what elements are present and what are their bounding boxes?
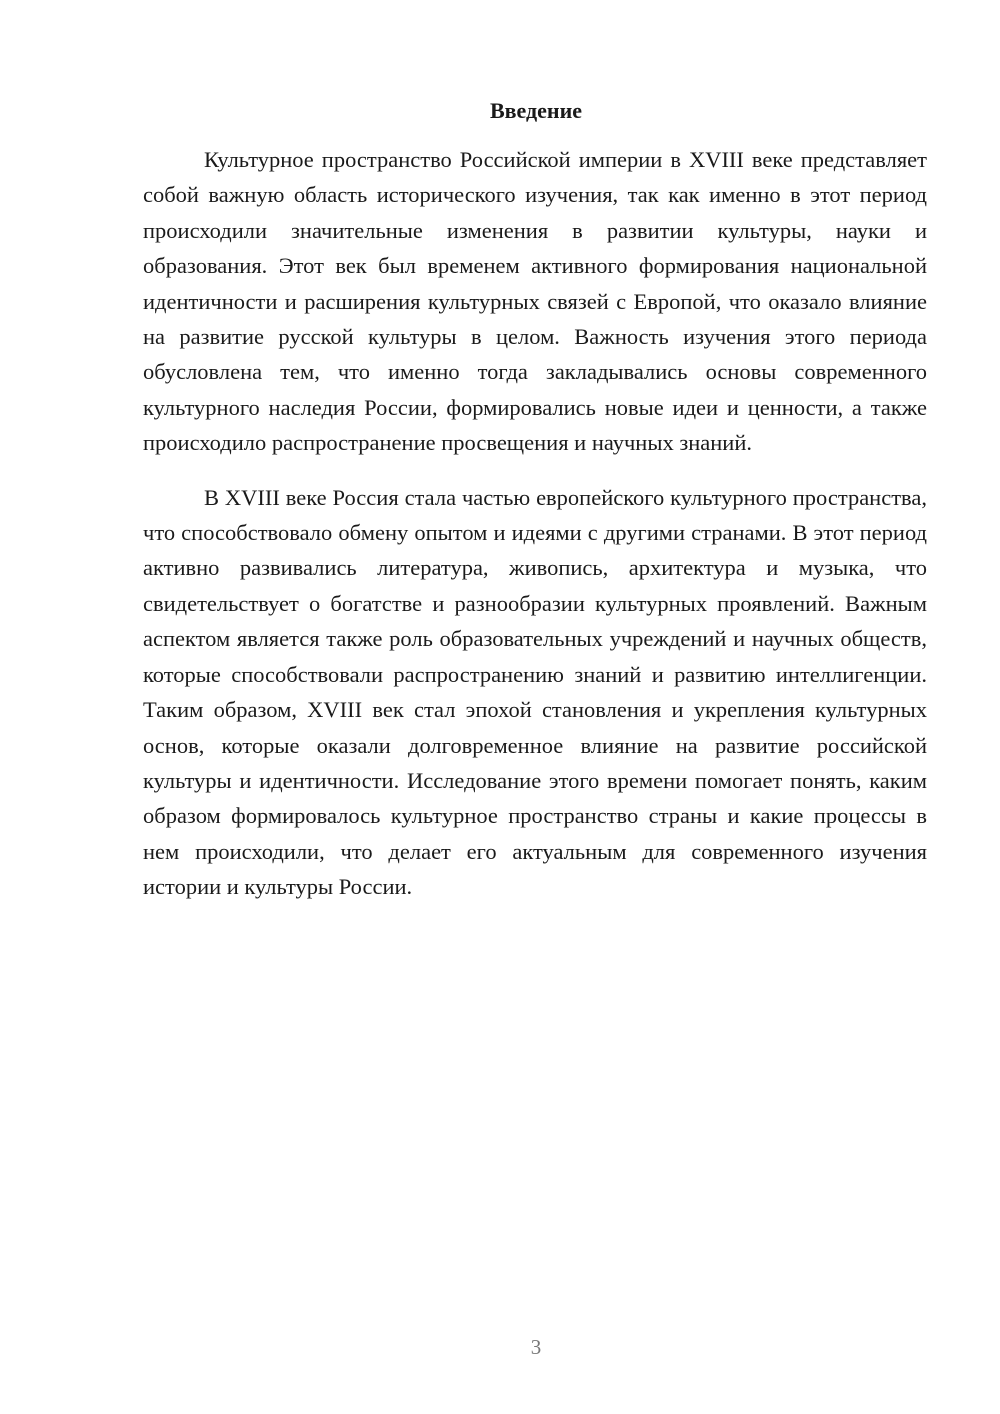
page-number: 3 — [530, 1335, 542, 1359]
section-heading: Введение — [489, 98, 583, 123]
body-text — [143, 142, 927, 905]
paragraph-1: Культурное пространство Российской империи в XVIII веке представляет собой важную область исторического изучения, так как именно в этот период происходили значительные изменения в развитии культуры, науки и образования. Этот век был временем активного формирования национальной идентичности и расширения культурных связей с Европой, что оказало влияние на развитие русской культуры в целом. Важность изучения этого периода обусловлена тем, что именно тогда закладывались основы современного культурного наследия России, формировались новые идеи и ценности, а также происходило распространение просвещения и научных знаний. — [143, 147, 927, 456]
paragraph-2: В XVIII веке Россия стала частью европейского культурного пространства, что способствовало обмену опытом и идеями с другими странами. В этот период активно развивались литература, живопись, архитектура и музыка, что свидетельствует о богатстве и разнообразии культурных проявлений. Важным аспектом является также роль образовательных учреждений и научных обществ, которые способствовали распространению знаний и развитию интеллигенции. Таким образом, XVIII век стал эпохой становления и укрепления культурных основ, которые оказали долговременное влияние на развитие российской культуры и идентичности. Исследование этого времени помогает понять, каким образом формировалось культурное пространство страны и какие процессы в нем происходили, что делает его актуальным для современного изучения истории и культуры России. — [143, 484, 927, 900]
